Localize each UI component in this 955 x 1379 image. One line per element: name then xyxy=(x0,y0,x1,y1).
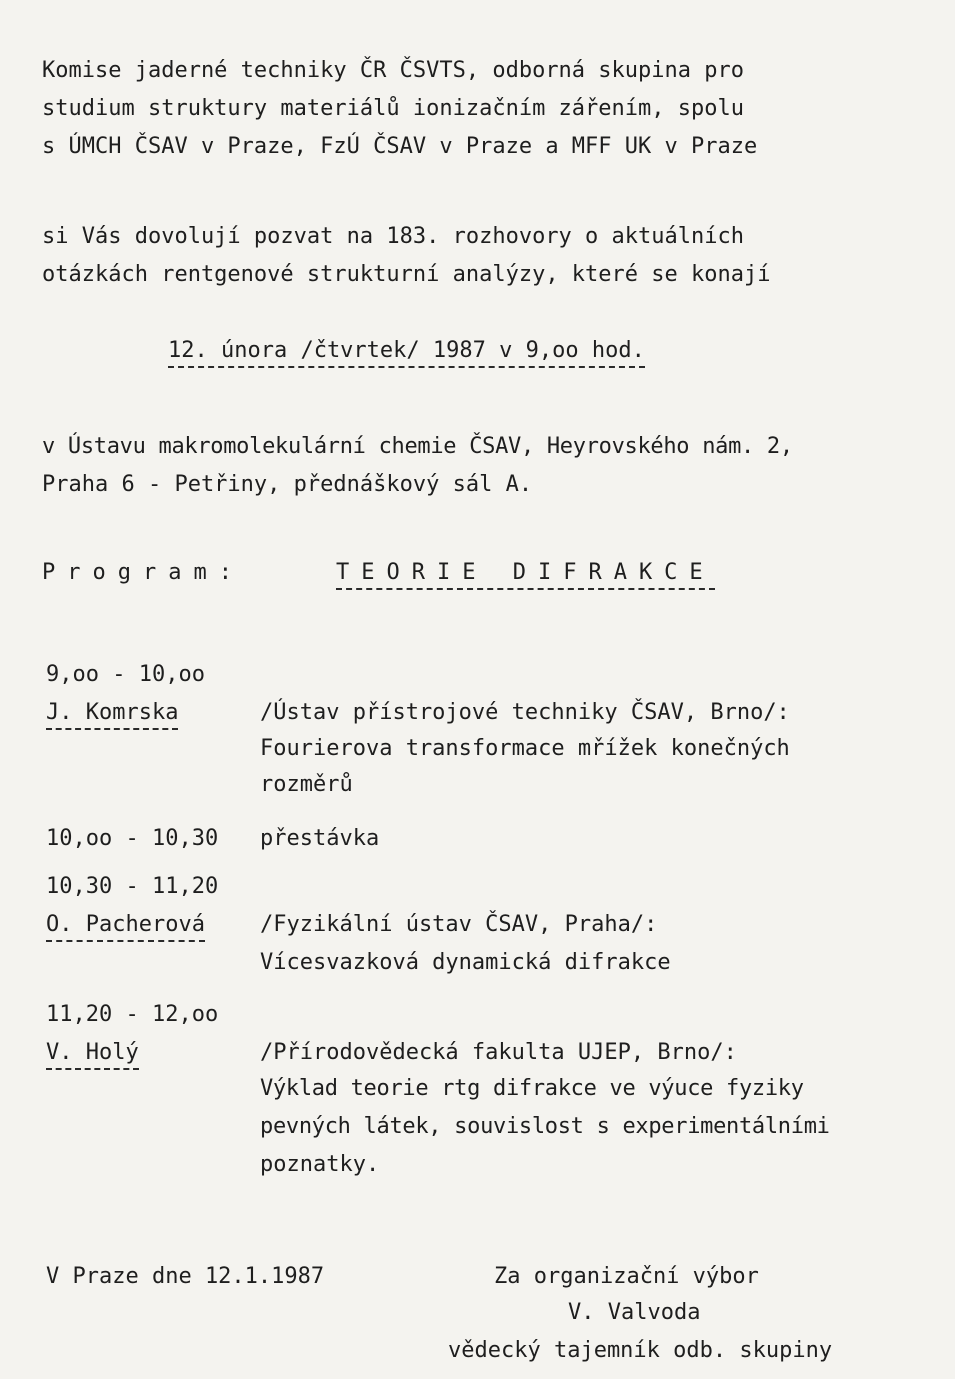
session-3-line-1: /Přírodovědecká fakulta UJEP, Brno/: xyxy=(260,1040,737,1065)
session-3-line-2: Výklad teorie rtg difrakce ve výuce fyziky xyxy=(260,1076,804,1101)
committee-label: Za organizační výbor xyxy=(494,1264,759,1289)
session-2-time: 10,30 - 11,20 xyxy=(46,874,219,899)
session-3-line-4: poznatky. xyxy=(260,1152,380,1177)
intro-line-3: s ÚMCH ČSAV v Praze, FzÚ ČSAV v Praze a MFF UK v Praze xyxy=(42,134,758,159)
session-2-line-2: Vícesvazková dynamická difrakce xyxy=(260,950,671,975)
signatory-role: vědecký tajemník odb. skupiny xyxy=(448,1338,833,1363)
intro-line-1: Komise jaderné techniky ČR ČSVTS, odborná skupina pro xyxy=(42,58,744,83)
invitation-line-1: si Vás dovolují pozvat na 183. rozhovory o aktuálních xyxy=(42,224,744,249)
program-title: TEORIE DIFRAKCE xyxy=(336,562,715,590)
place-date: V Praze dne 12.1.1987 xyxy=(46,1264,325,1289)
session-3-line-3: pevných látek, souvislost s experimentálními xyxy=(260,1114,830,1139)
session-2-speaker: O. Pacherová xyxy=(46,914,205,942)
venue-line-2: Praha 6 - Petřiny, přednáškový sál A. xyxy=(42,472,533,497)
break-label: přestávka xyxy=(260,826,380,851)
session-1-time: 9,oo - 10,oo xyxy=(46,662,205,687)
session-3-speaker: V. Holý xyxy=(46,1042,139,1070)
session-1-line-3: rozměrů xyxy=(260,772,353,797)
session-2-line-1: /Fyzikální ústav ČSAV, Praha/: xyxy=(260,912,658,937)
session-1-line-1: /Ústav přístrojové techniky ČSAV, Brno/: xyxy=(260,700,790,725)
signatory-name: V. Valvoda xyxy=(568,1300,701,1325)
event-date-line: 12. února /čtvrtek/ 1987 v 9,oo hod. xyxy=(168,340,645,368)
invitation-line-2: otázkách rentgenové strukturní analýzy, které se konají xyxy=(42,262,771,287)
program-label: Program: xyxy=(42,560,244,585)
session-3-time: 11,20 - 12,oo xyxy=(46,1002,219,1027)
intro-line-2: studium struktury materiálů ionizačním zářením, spolu xyxy=(42,96,744,121)
session-1-speaker: J. Komrska xyxy=(46,702,178,730)
venue-line-1: v Ústavu makromolekulární chemie ČSAV, Heyrovského nám. 2, xyxy=(42,434,793,459)
break-time: 10,oo - 10,30 xyxy=(46,826,219,851)
session-1-line-2: Fourierova transformace mřížek konečných xyxy=(260,736,790,761)
